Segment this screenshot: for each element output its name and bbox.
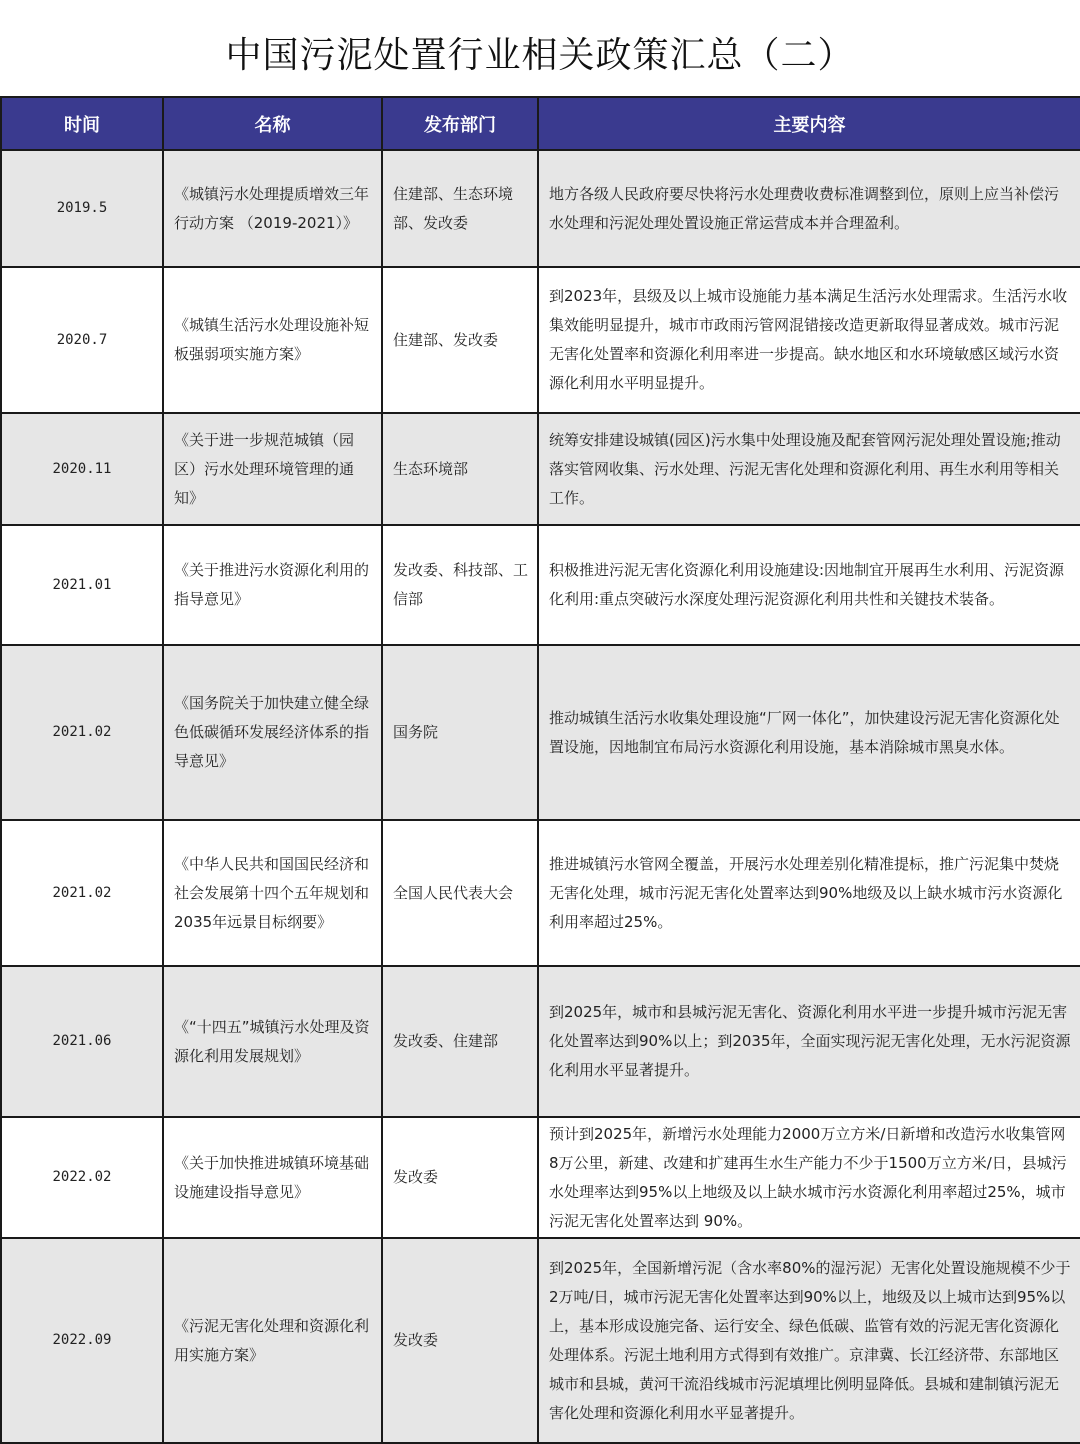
table-row (1, 1117, 1080, 1238)
header-department: 发布部门 (382, 97, 538, 150)
table-row (1, 820, 1080, 966)
row-content: 预计到2025年，新增污水处理能力2000万立方米/日新增和改造污水收集管网8万公里，新建、改建和扩建再生水生产能力不少于1500万立方米/日，县城污水处理率达到95%以上地级及以上缺水城市污水资源化利用率超过25%，城市污泥无害化处置率达到 90%。 (538, 1117, 1080, 1238)
row-department: 发改委 (382, 1117, 538, 1238)
table-row (1, 966, 1080, 1117)
row-policy-name: 《关于推进污水资源化利用的指导意见》 (163, 525, 382, 645)
row-department: 发改委、住建部 (382, 966, 538, 1117)
table-header-row (1, 97, 1080, 150)
row-content: 推进城镇污水管网全覆盖，开展污水处理差别化精准提标，推广污泥集中焚烧无害化处理，城市污泥无害化处置率达到90%地级及以上缺水城市污水资源化利用率超过25%。 (538, 820, 1080, 966)
row-content: 统筹安排建设城镇(园区)污水集中处理设施及配套管网污泥处理处置设施;推动落实管网收集、污水处理、污泥无害化处理和资源化利用、再生水利用等相关工作。 (538, 413, 1080, 525)
row-date: 2022.02 (1, 1117, 163, 1238)
header-content: 主要内容 (538, 97, 1080, 150)
row-policy-name: 《“十四五”城镇污水处理及资源化利用发展规划》 (163, 966, 382, 1117)
row-policy-name: 《中华人民共和国国民经济和社会发展第十四个五年规划和2035年远景目标纲要》 (163, 820, 382, 966)
table-row (1, 150, 1080, 267)
row-department: 发改委 (382, 1238, 538, 1443)
row-date: 2020.11 (1, 413, 163, 525)
table-row (1, 267, 1080, 413)
row-department: 生态环境部 (382, 413, 538, 525)
row-content: 地方各级人民政府要尽快将污水处理费收费标准调整到位，原则上应当补偿污水处理和污泥处理处置设施正常运营成本并合理盈利。 (538, 150, 1080, 267)
row-date: 2021.02 (1, 820, 163, 966)
table-row (1, 645, 1080, 820)
row-policy-name: 《国务院关于加快建立健全绿色低碳循环发展经济体系的指导意见》 (163, 645, 382, 820)
row-department: 发改委、科技部、工信部 (382, 525, 538, 645)
row-department: 国务院 (382, 645, 538, 820)
row-policy-name: 《城镇污水处理提质增效三年行动方案 （2019-2021）》 (163, 150, 382, 267)
header-name: 名称 (163, 97, 382, 150)
row-department: 住建部、生态环境部、发改委 (382, 150, 538, 267)
row-policy-name: 《污泥无害化处理和资源化利用实施方案》 (163, 1238, 382, 1443)
row-date: 2022.09 (1, 1238, 163, 1443)
row-date: 2021.06 (1, 966, 163, 1117)
table-row (1, 1238, 1080, 1443)
row-content: 到2023年，县级及以上城市设施能力基本满足生活污水处理需求。生活污水收集效能明显提升，城市市政雨污管网混错接改造更新取得显著成效。城市污泥无害化处置率和资源化利用率进一步提高。缺水地区和水环境敏感区域污水资源化利用水平明显提升。 (538, 267, 1080, 413)
row-date: 2021.02 (1, 645, 163, 820)
row-department: 全国人民代表大会 (382, 820, 538, 966)
row-date: 2020.7 (1, 267, 163, 413)
policy-table (0, 96, 1080, 1444)
row-content: 到2025年，城市和县城污泥无害化、资源化利用水平进一步提升城市污泥无害化处置率达到90%以上；到2035年，全面实现污泥无害化处理，无水污泥资源化利用水平显著提升。 (538, 966, 1080, 1117)
row-policy-name: 《城镇生活污水处理设施补短板强弱项实施方案》 (163, 267, 382, 413)
row-content: 到2025年，全国新增污泥（含水率80%的湿污泥）无害化处置设施规模不少于2万吨/日，城市污泥无害化处置率达到90%以上，地级及以上城市达到95%以上，基本形成设施完备、运行安全、绿色低碳、监管有效的污泥无害化资源化处理体系。污泥土地利用方式得到有效推广。京津冀、长江经济带、东部地区城市和县城，黄河干流沿线城市污泥填埋比例明显降低。县城和建制镇污泥无害化处理和资源化利用水平显著提升。 (538, 1238, 1080, 1443)
header-time: 时间 (1, 97, 163, 150)
row-date: 2019.5 (1, 150, 163, 267)
row-policy-name: 《关于加快推进城镇环境基础设施建设指导意见》 (163, 1117, 382, 1238)
table-row (1, 413, 1080, 525)
row-date: 2021.01 (1, 525, 163, 645)
row-content: 推动城镇生活污水收集处理设施“厂网一体化”，加快建设污泥无害化资源化处置设施，因地制宜布局污水资源化利用设施，基本消除城市黑臭水体。 (538, 645, 1080, 820)
row-policy-name: 《关于进一步规范城镇（园区）污水处理环境管理的通知》 (163, 413, 382, 525)
row-content: 积极推进污泥无害化资源化利用设施建设:因地制宜开展再生水利用、污泥资源化利用:重点突破污水深度处理污泥资源化利用共性和关键技术装备。 (538, 525, 1080, 645)
page-title: 中国污泥处置行业相关政策汇总（二） (225, 35, 855, 76)
row-department: 住建部、发改委 (382, 267, 538, 413)
table-row (1, 525, 1080, 645)
